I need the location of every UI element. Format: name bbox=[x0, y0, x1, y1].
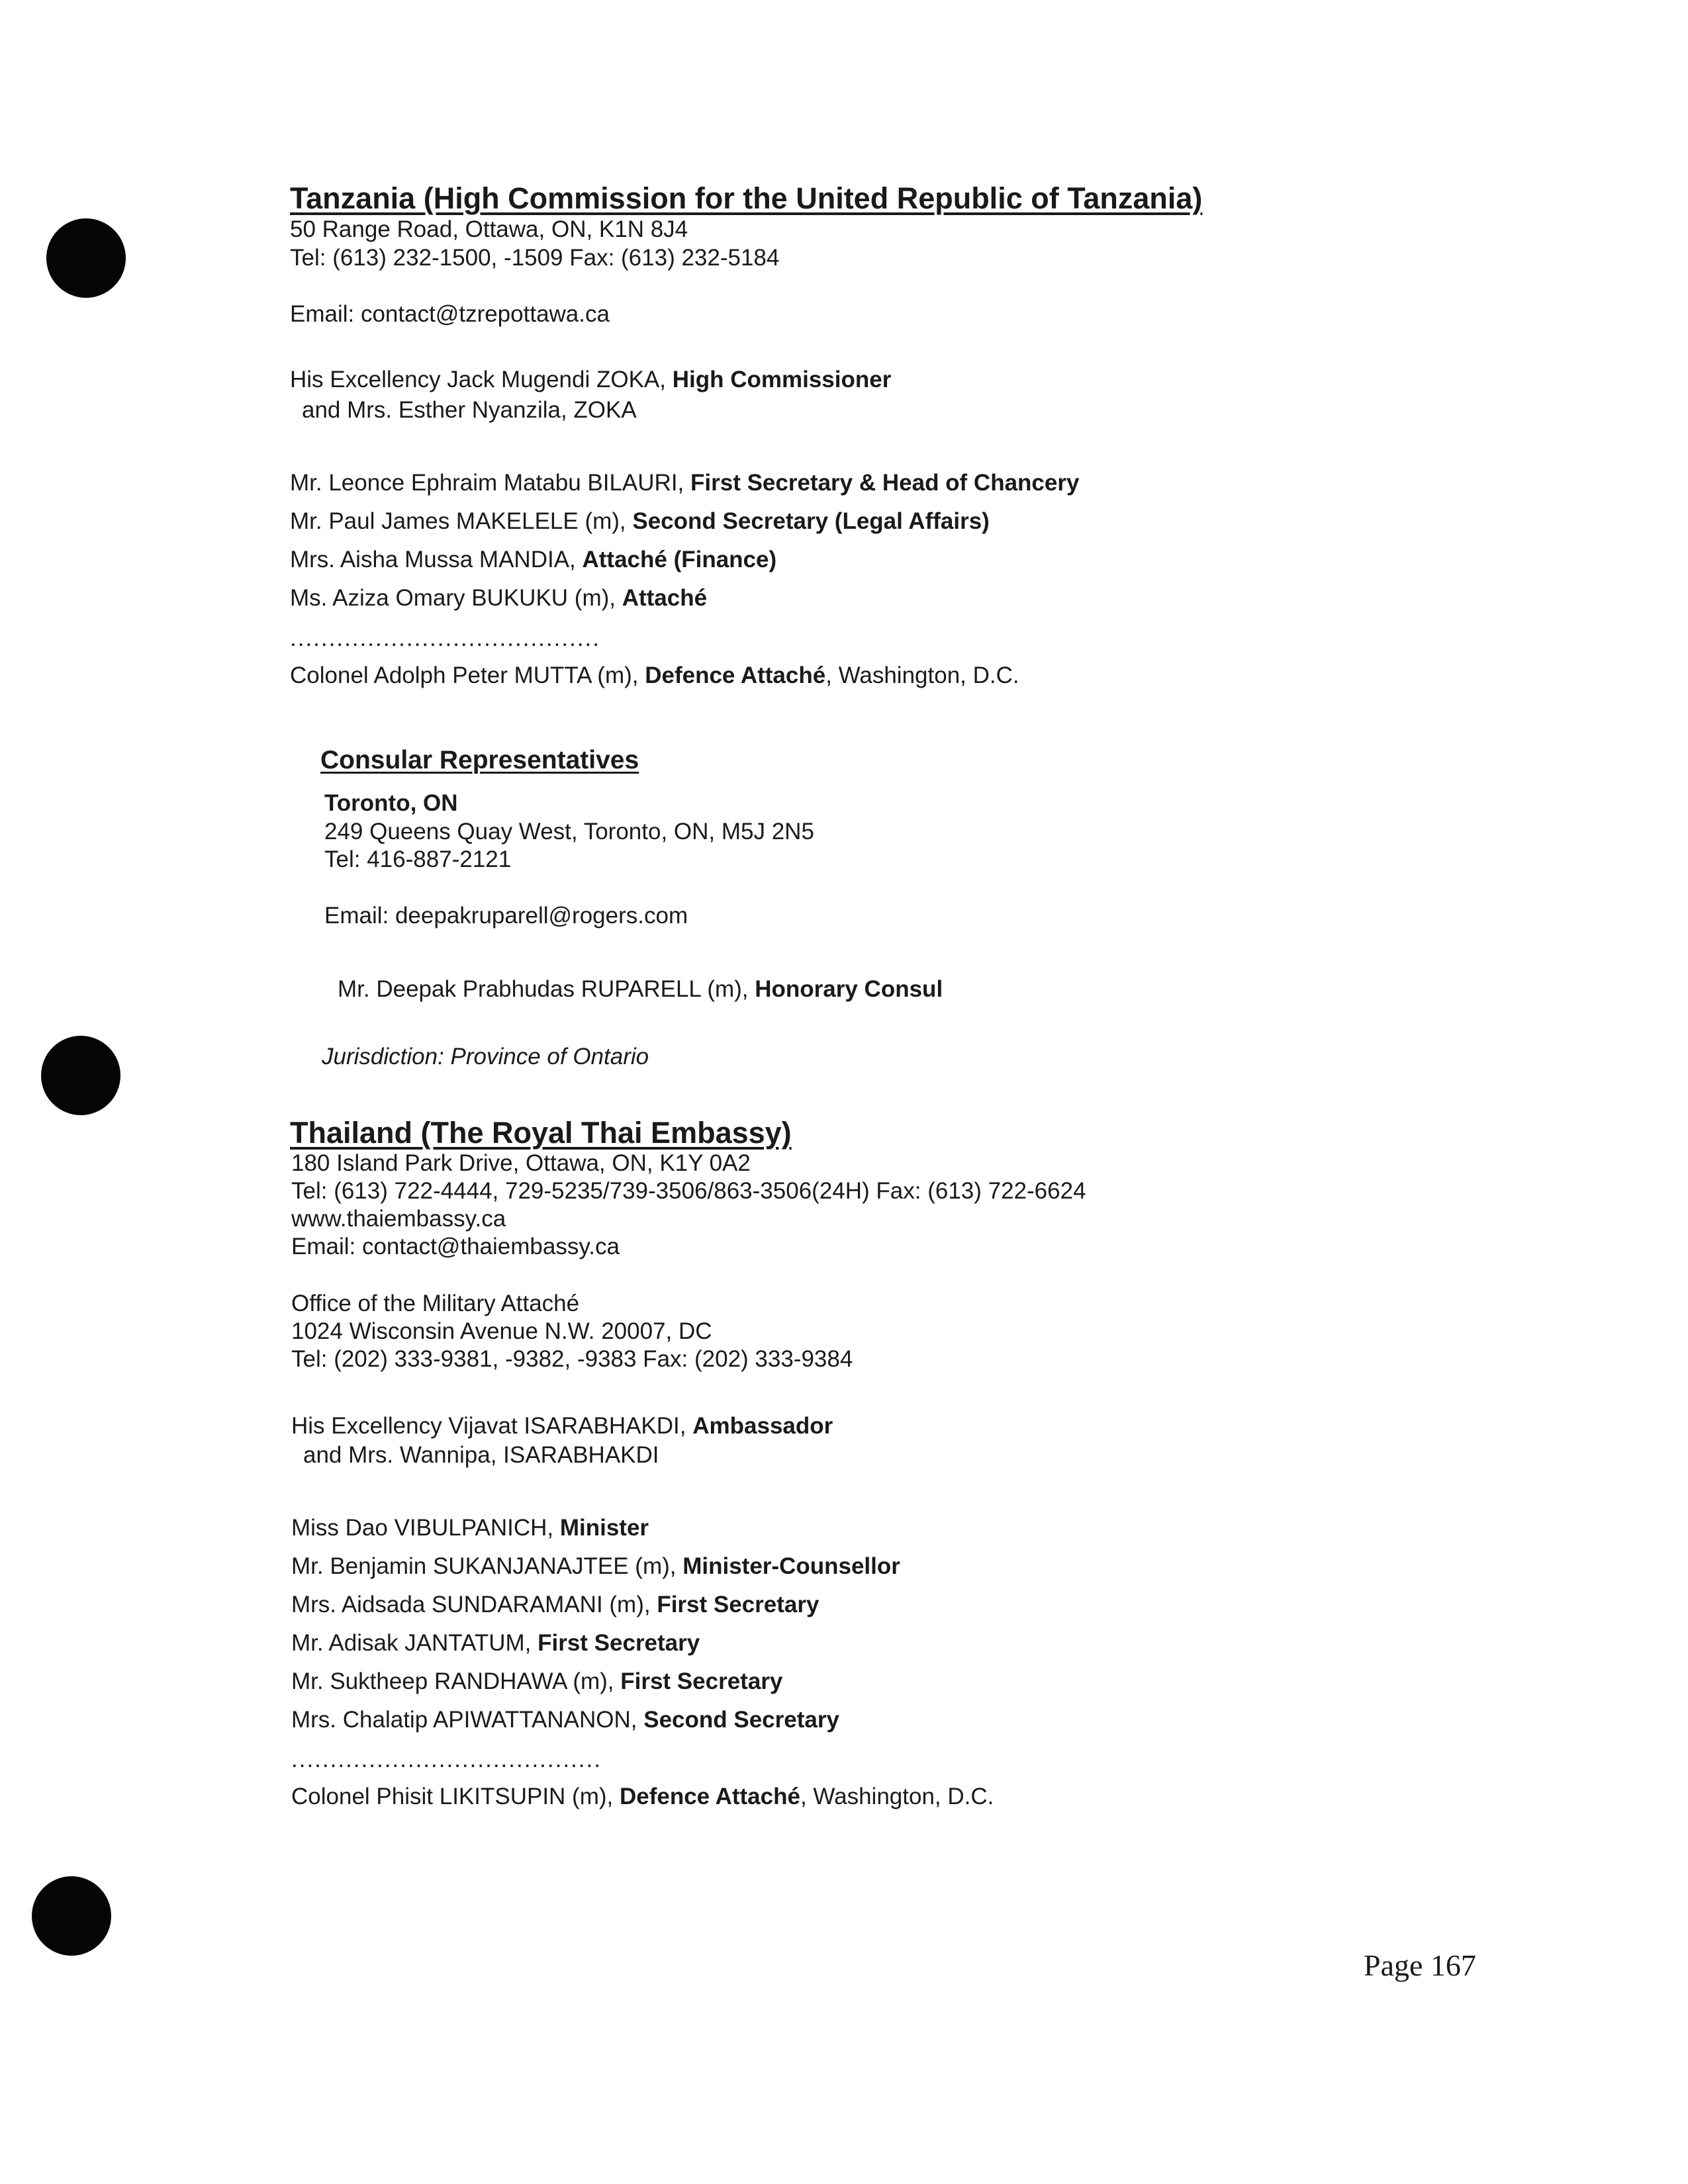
military-tel: Tel: (202) 333-9381, -9382, -9383 Fax: (202) 333-9384 bbox=[291, 1346, 853, 1372]
thailand-spouse: and Mrs. Wannipa, ISARABHAKDI bbox=[303, 1442, 659, 1468]
honorary-consul bbox=[338, 976, 943, 1003]
person-name: Mr. Suktheep RANDHAWA (m), bbox=[291, 1668, 621, 1694]
person-title: Minister-Counsellor bbox=[682, 1553, 900, 1579]
person-title: Ambassador bbox=[692, 1413, 833, 1439]
person-title: Defence Attaché bbox=[645, 662, 826, 688]
punch-hole-bottom bbox=[32, 1876, 111, 1956]
staff-row bbox=[291, 1553, 900, 1580]
thailand-heading: Thailand (The Royal Thai Embassy) bbox=[290, 1116, 792, 1150]
person-title: First Secretary bbox=[657, 1592, 820, 1617]
person-name: Mr. Adisak JANTATUM, bbox=[291, 1630, 538, 1656]
punch-hole-middle bbox=[41, 1036, 120, 1115]
person-name: Mr. Paul James MAKELELE (m), bbox=[290, 508, 633, 534]
staff-row bbox=[291, 1514, 649, 1542]
person-name: His Excellency Vijavat ISARABHAKDI, bbox=[291, 1413, 693, 1439]
person-title: Minister bbox=[559, 1515, 649, 1541]
staff-row bbox=[291, 1668, 782, 1696]
thailand-tel: Tel: (613) 722-4444, 729-5235/739-3506/863-3506(24H) Fax: (613) 722-6624 bbox=[291, 1178, 1086, 1204]
person-name: Mr. Benjamin SUKANJANAJTEE (m), bbox=[291, 1553, 683, 1579]
person-title: First Secretary bbox=[538, 1630, 700, 1656]
tanzania-spouse: and Mrs. Esther Nyanzila, ZOKA bbox=[302, 397, 637, 423]
person-title: High Commissioner bbox=[672, 367, 892, 392]
staff-row bbox=[291, 1591, 819, 1619]
page-number: Page 167 bbox=[1364, 1948, 1476, 1982]
location-suffix: , Washington, D.C. bbox=[800, 1784, 994, 1809]
consular-address: 249 Queens Quay West, Toronto, ON, M5J 2N5 bbox=[324, 819, 814, 844]
person-name: Mrs. Aisha Mussa MANDIA, bbox=[290, 547, 583, 572]
consular-city-text: Toronto, ON bbox=[324, 790, 458, 816]
separator-dots: ........................................ bbox=[290, 625, 600, 651]
thailand-address: 180 Island Park Drive, Ottawa, ON, K1Y 0A2 bbox=[291, 1150, 751, 1176]
person-name: Mr. Leonce Ephraim Matabu BILAURI, bbox=[290, 470, 690, 496]
person-title: First Secretary & Head of Chancery bbox=[690, 470, 1080, 496]
thailand-website: www.thaiembassy.ca bbox=[291, 1206, 506, 1232]
person-name: Mrs. Aidsada SUNDARAMANI (m), bbox=[291, 1592, 657, 1617]
person-name: Mr. Deepak Prabhudas RUPARELL (m), bbox=[338, 976, 755, 1002]
person-title: Defence Attaché bbox=[619, 1784, 800, 1809]
staff-row bbox=[291, 1629, 700, 1657]
staff-row bbox=[290, 546, 776, 574]
location-suffix: , Washington, D.C. bbox=[825, 662, 1019, 688]
person-name: Colonel Adolph Peter MUTTA (m), bbox=[290, 662, 645, 688]
person-name: His Excellency Jack Mugendi ZOKA, bbox=[290, 367, 673, 392]
punch-hole-top bbox=[46, 218, 126, 298]
military-address: 1024 Wisconsin Avenue N.W. 20007, DC bbox=[291, 1318, 712, 1344]
military-office: Office of the Military Attaché bbox=[291, 1291, 580, 1316]
person-title: Attaché (Finance) bbox=[582, 547, 777, 572]
person-title: Honorary Consul bbox=[755, 976, 943, 1002]
thailand-email: Email: contact@thaiembassy.ca bbox=[291, 1234, 620, 1259]
tanzania-defence-attache bbox=[290, 662, 1019, 690]
tanzania-tel: Tel: (613) 232-1500, -1509 Fax: (613) 232-5184 bbox=[290, 245, 780, 271]
thailand-defence-attache bbox=[291, 1783, 994, 1811]
staff-row bbox=[290, 469, 1079, 497]
separator-dots: ........................................ bbox=[291, 1747, 602, 1772]
consular-heading: Consular Representatives bbox=[320, 746, 639, 774]
staff-row bbox=[290, 508, 990, 535]
thailand-head-of-mission bbox=[291, 1412, 833, 1440]
tanzania-email: Email: contact@tzrepottawa.ca bbox=[290, 301, 610, 327]
tanzania-address: 50 Range Road, Ottawa, ON, K1N 8J4 bbox=[290, 216, 688, 242]
person-title: Attaché bbox=[622, 585, 708, 611]
person-title: First Secretary bbox=[620, 1668, 783, 1694]
consular-tel: Tel: 416-887-2121 bbox=[324, 846, 512, 872]
person-name: Colonel Phisit LIKITSUPIN (m), bbox=[291, 1784, 620, 1809]
person-name: Mrs. Chalatip APIWATTANANON, bbox=[291, 1707, 644, 1733]
staff-row bbox=[290, 584, 707, 612]
person-name: Miss Dao VIBULPANICH, bbox=[291, 1515, 560, 1541]
person-title: Second Secretary (Legal Affairs) bbox=[632, 508, 990, 534]
tanzania-heading: Tanzania (High Commission for the United Republic of Tanzania) bbox=[290, 181, 1203, 215]
tanzania-head-of-mission bbox=[290, 366, 891, 394]
person-title: Second Secretary bbox=[643, 1707, 839, 1733]
consular-email: Email: deepakruparell@rogers.com bbox=[324, 903, 688, 929]
consular-city bbox=[324, 790, 458, 817]
person-name: Ms. Aziza Omary BUKUKU (m), bbox=[290, 585, 622, 611]
staff-row bbox=[291, 1706, 839, 1734]
consular-jurisdiction: Jurisdiction: Province of Ontario bbox=[322, 1044, 649, 1069]
